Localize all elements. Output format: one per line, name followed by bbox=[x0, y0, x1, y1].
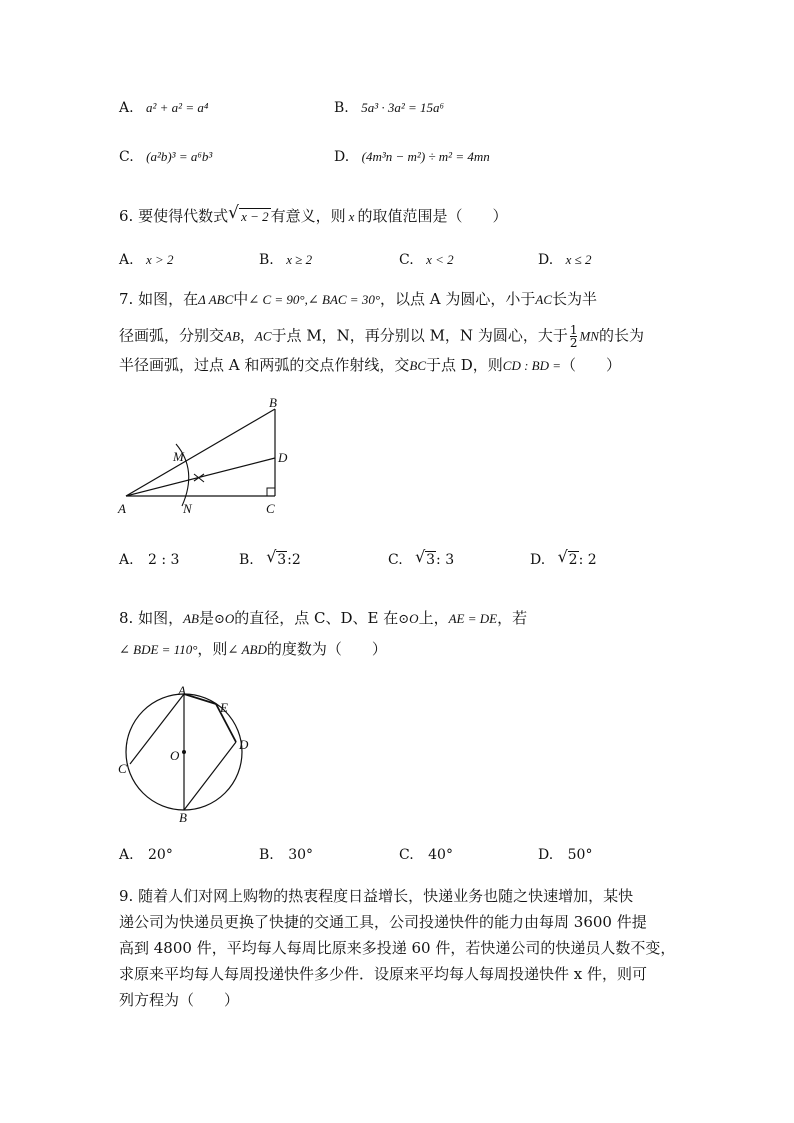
circle-o: ⊙O bbox=[214, 611, 235, 626]
segment-ab: AB bbox=[183, 611, 199, 626]
label-e: E bbox=[220, 700, 228, 715]
option-letter: B. bbox=[239, 552, 254, 568]
q9-line-3: 高到 4800 件，平均每人每周比原来多投递 60 件，若快递公司的快递员人数不变， bbox=[119, 939, 676, 957]
option-letter: B. bbox=[259, 252, 274, 268]
option-expression: 30° bbox=[288, 847, 314, 863]
stem-text: ，以点 A 为圆心，小于 bbox=[380, 290, 536, 308]
stem-text: 的度数为（ ） bbox=[266, 640, 387, 658]
q7-option-b bbox=[239, 547, 301, 568]
stem-text: 的取值范围是（ ） bbox=[357, 207, 508, 225]
q9-stem bbox=[119, 883, 679, 1013]
option-letter: A. bbox=[119, 552, 134, 568]
option-expression: 40° bbox=[428, 847, 453, 863]
q6-option-b bbox=[259, 252, 312, 268]
option-letter: B. bbox=[259, 847, 274, 863]
ratio-expression: CD : BD = bbox=[502, 358, 562, 373]
option-letter: D. bbox=[538, 252, 554, 268]
q5-option-b bbox=[334, 100, 444, 116]
option-letter: D. bbox=[334, 149, 350, 165]
fraction-denominator: 2 bbox=[569, 336, 578, 350]
option-expression: (a²b)³ = a⁶b³ bbox=[146, 149, 213, 164]
radical-sign: √ bbox=[228, 203, 239, 223]
q8-option-d bbox=[538, 847, 592, 863]
radical-sign: √ bbox=[415, 547, 426, 566]
triangle-label: Δ ABC bbox=[198, 292, 234, 307]
q9-line-5: 列方程为（ ） bbox=[119, 991, 240, 1009]
option-expression: 50° bbox=[567, 847, 593, 863]
radical-expression bbox=[557, 547, 579, 568]
q9-line-1: 9. 随着人们对网上购物的热衷程度日益增长，快递业务也随之快速增加，某快 bbox=[119, 887, 634, 905]
option-letter: A. bbox=[119, 847, 134, 863]
option-letter: A. bbox=[119, 100, 134, 116]
stem-text: 有意义，则 bbox=[270, 207, 346, 225]
segment-ab-line bbox=[126, 409, 275, 496]
stem-text: 于点 M，N，再分别以 M，N 为圆心，大于 bbox=[271, 326, 568, 345]
segment-ab: AB bbox=[224, 328, 240, 344]
equality-expression: AE = DE bbox=[448, 611, 498, 626]
option-letter: A. bbox=[119, 252, 134, 268]
fraction-half bbox=[570, 324, 578, 349]
q9-line-4: 求原来平均每人每周投递快件多少件．设原来平均每人每周投递快件 x 件，则可 bbox=[119, 965, 647, 983]
variable: x bbox=[348, 209, 355, 224]
label-a: A bbox=[178, 683, 186, 698]
angle-bac: ∠ BAC = 30° bbox=[307, 292, 381, 307]
label-o: O bbox=[170, 748, 180, 763]
label-c: C bbox=[266, 501, 275, 516]
segment-mn: MN bbox=[579, 328, 599, 344]
label-d: D bbox=[278, 450, 288, 465]
option-expression: 5a³ · 3a² = 15a⁶ bbox=[361, 100, 445, 115]
segment-bc: BC bbox=[409, 358, 426, 373]
option-expression: : 3 bbox=[436, 552, 455, 568]
q5-option-a bbox=[119, 100, 208, 116]
option-expression: x > 2 bbox=[146, 252, 174, 267]
stem-text: 是 bbox=[198, 609, 214, 627]
radical-sign: √ bbox=[557, 547, 568, 566]
option-expression: x ≥ 2 bbox=[286, 252, 313, 267]
radicand: 3 bbox=[277, 552, 287, 568]
radicand: 2 bbox=[568, 552, 578, 568]
q7-option-c bbox=[388, 547, 455, 568]
q5-option-c bbox=[119, 149, 212, 165]
label-m: M bbox=[173, 449, 184, 464]
q6-stem bbox=[119, 205, 507, 226]
label-c: C bbox=[118, 761, 127, 776]
stem-text: 上， bbox=[418, 609, 449, 627]
q8-stem-line-2 bbox=[119, 638, 387, 659]
q8-circle-figure bbox=[112, 680, 262, 825]
option-expression: :2 bbox=[287, 552, 301, 568]
stem-text: ，若 bbox=[497, 609, 528, 627]
stem-text: 径画弧，分别交 bbox=[119, 326, 225, 345]
label-n: N bbox=[183, 501, 192, 516]
q6-option-d bbox=[538, 252, 592, 268]
q8-stem-line-1 bbox=[119, 607, 527, 628]
q7-stem-line-3 bbox=[119, 354, 621, 375]
stem-text: ， bbox=[239, 326, 255, 345]
option-expression: 20° bbox=[148, 847, 173, 863]
angle-abd: ∠ ABD bbox=[227, 642, 267, 657]
right-angle-mark bbox=[267, 488, 275, 496]
q7-option-d bbox=[530, 547, 597, 568]
stem-text: 半径画弧，过点 A 和两弧的交点作射线，交 bbox=[119, 356, 410, 374]
segment-ac: AC bbox=[254, 328, 272, 344]
q7-option-a bbox=[119, 552, 179, 568]
stem-text: 7. 如图，在 bbox=[119, 290, 199, 308]
q6-option-a bbox=[119, 252, 174, 268]
q5-option-d bbox=[334, 149, 490, 165]
circle-o: ⊙O bbox=[398, 611, 419, 626]
angle-bde: ∠ BDE = 110° bbox=[119, 642, 198, 657]
q6-option-c bbox=[399, 252, 454, 268]
q9-line-2: 递公司为快递员更换了快捷的交通工具，公司投递快件的能力由每周 3600 件提 bbox=[119, 913, 647, 931]
separator: , bbox=[304, 292, 308, 307]
stem-text: 长为半 bbox=[552, 290, 598, 308]
option-letter: C. bbox=[388, 552, 403, 568]
option-expression: : 2 bbox=[578, 552, 597, 568]
stem-text: ，则 bbox=[197, 640, 228, 658]
radical-expression bbox=[228, 203, 271, 225]
radicand: x − 2 bbox=[241, 209, 269, 224]
stem-text: （ ） bbox=[561, 356, 622, 374]
option-expression: 2 : 3 bbox=[148, 552, 180, 568]
option-expression: (4m³n − m²) ÷ m² = 4mn bbox=[361, 149, 490, 164]
q7-triangle-figure bbox=[110, 392, 310, 522]
option-letter: D. bbox=[530, 552, 546, 568]
stem-text: 中 bbox=[233, 290, 249, 308]
q8-option-b bbox=[259, 847, 313, 863]
q7-stem-line-1 bbox=[119, 288, 597, 309]
stem-text: 6. 要使得代数式 bbox=[119, 207, 229, 225]
segment-ac: AC bbox=[535, 292, 553, 307]
label-a: A bbox=[118, 501, 126, 516]
option-expression: a² + a² = a⁴ bbox=[146, 100, 209, 115]
fraction-numerator: 1 bbox=[569, 323, 578, 337]
q8-option-c bbox=[399, 847, 453, 863]
stem-text: 于点 D，则 bbox=[426, 356, 503, 374]
chord-bd bbox=[184, 742, 236, 810]
radicand: 3 bbox=[426, 552, 436, 568]
stem-text: 的直径，点 C、D、E 在 bbox=[234, 609, 399, 627]
option-letter: D. bbox=[538, 847, 554, 863]
chord-ae bbox=[184, 694, 216, 704]
radical-expression bbox=[415, 547, 436, 568]
option-letter: C. bbox=[399, 252, 414, 268]
q8-option-a bbox=[119, 847, 173, 863]
option-letter: C. bbox=[119, 149, 134, 165]
center-point bbox=[182, 750, 186, 754]
stem-text: 的长为 bbox=[598, 326, 644, 345]
label-d: D bbox=[239, 737, 249, 752]
label-b: B bbox=[179, 810, 187, 825]
option-expression: x ≤ 2 bbox=[565, 252, 592, 267]
radical-sign: √ bbox=[266, 547, 277, 566]
option-expression: x < 2 bbox=[426, 252, 454, 267]
label-b: B bbox=[269, 395, 277, 410]
q7-stem-line-2 bbox=[119, 324, 644, 349]
stem-text: 8. 如图， bbox=[119, 609, 184, 627]
option-letter: B. bbox=[334, 100, 349, 116]
option-letter: C. bbox=[399, 847, 414, 863]
angle-c: ∠ C = 90° bbox=[248, 292, 305, 307]
radical-expression bbox=[266, 547, 287, 568]
